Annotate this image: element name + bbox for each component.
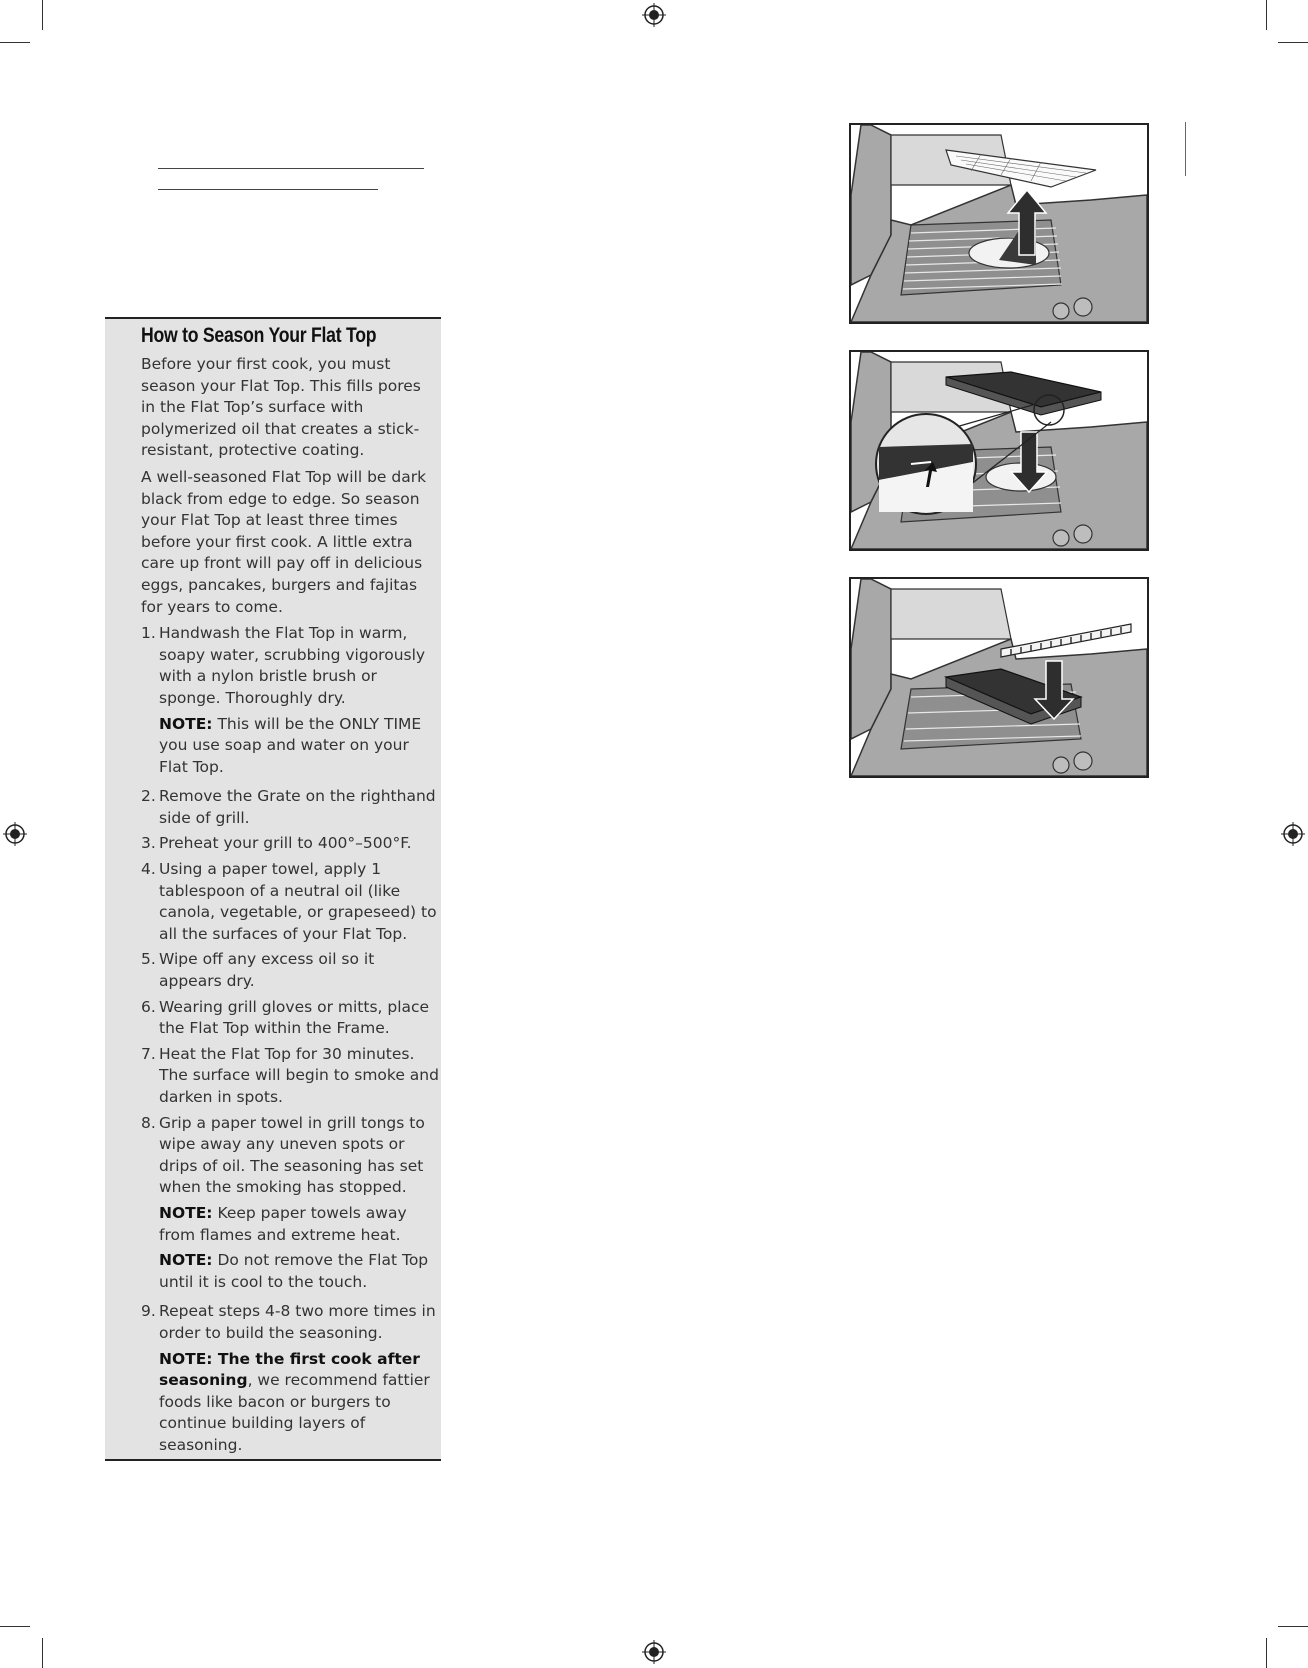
remove-grate-illustration xyxy=(849,123,1149,324)
note xyxy=(159,1349,439,1457)
step-text: Grip a paper towel in grill tongs to wipe away any uneven spots or drips of oil. The seasoning has set when the smoking has stopped. xyxy=(159,1113,425,1197)
crop-mark-tr-h xyxy=(1278,42,1308,43)
crop-mark-br-v xyxy=(1266,1638,1267,1668)
list-item xyxy=(141,949,439,992)
step-text: Handwash the Flat Top in warm, soapy water, scrubbing vigorously with a nylon bristle brush or sponge. Thoroughly dry. xyxy=(159,624,426,707)
step-number: 7. xyxy=(141,1044,156,1063)
step-number: 2. xyxy=(141,787,156,806)
install-frame-illustration xyxy=(849,577,1149,778)
step-number: 3. xyxy=(141,834,156,853)
step-text: Wipe off any excess oil so it appears dry. xyxy=(159,950,375,991)
season-instructions-box xyxy=(105,317,441,1461)
crop-mark-bl-h xyxy=(0,1626,30,1627)
step-number: 9. xyxy=(141,1302,156,1321)
list-item xyxy=(141,786,439,829)
registration-target-icon xyxy=(642,3,666,27)
intro-paragraph: Before your first cook, you must season your Flat Top. This fills pores in the Flat Top’s surface with polymerized oil that creates a stick-resistant, protective coating. xyxy=(141,355,421,460)
list-item xyxy=(141,859,439,945)
list-item xyxy=(141,833,439,855)
note-text: , we recommend fattier foods like bacon or burgers to continue building layers of seasoning. xyxy=(159,1371,430,1454)
step-text: Remove the Grate on the righthand side of grill. xyxy=(159,787,436,827)
note-label-bold: NOTE: The the first cook after seasoning xyxy=(159,1349,420,1390)
note-label: NOTE: xyxy=(159,714,213,733)
steps-list xyxy=(141,623,439,1460)
header-rule xyxy=(158,189,378,190)
step-text: Heat the Flat Top for 30 minutes. The surface will begin to smoke and darken in spots. xyxy=(159,1044,439,1106)
list-item xyxy=(141,1113,439,1298)
crop-mark-bl-v xyxy=(42,1638,43,1668)
margin-rule xyxy=(1185,122,1186,176)
note-text: This will be the ONLY TIME you use soap and water on your Flat Top. xyxy=(159,714,422,776)
section-title: How to Season Your Flat Top xyxy=(141,324,377,347)
list-item xyxy=(141,997,439,1040)
note xyxy=(159,714,439,779)
step-text: Wearing grill gloves or mitts, place the Flat Top within the Frame. xyxy=(159,997,430,1038)
crop-mark-tr-v xyxy=(1266,0,1267,30)
list-item xyxy=(141,1044,439,1109)
crop-mark-br-h xyxy=(1278,1626,1308,1627)
registration-target-icon xyxy=(1281,822,1305,846)
place-flat-top-illustration xyxy=(849,350,1149,551)
step-text: Using a paper towel, apply 1 tablespoon of a neutral oil (like canola, vegetable, or grapeseed) to all the surfaces of your Flat Top. xyxy=(159,860,437,943)
note xyxy=(159,1203,439,1246)
note xyxy=(159,1250,439,1293)
registration-target-icon xyxy=(642,1640,666,1664)
note-label: NOTE: xyxy=(159,1251,213,1270)
registration-target-icon xyxy=(3,822,27,846)
header-rule xyxy=(158,168,424,169)
step-number: 5. xyxy=(141,950,156,969)
intro-paragraph: A well-seasoned Flat Top will be dark black from edge to edge. So season your Flat Top at least three times before your first cook. A little extra care up front will pay off in delicious eggs, pancakes, burgers and fajitas for years to come. xyxy=(141,467,427,616)
crop-mark-tl-v xyxy=(42,0,43,30)
list-item xyxy=(141,1301,439,1460)
step-text: Repeat steps 4-8 two more times in order to build the seasoning. xyxy=(159,1302,436,1342)
step-text: Preheat your grill to 400°–500°F. xyxy=(159,834,412,853)
step-number: 6. xyxy=(141,997,156,1016)
note-text: Keep paper towels away from flames and extreme heat. xyxy=(159,1203,407,1244)
crop-mark-tl-h xyxy=(0,42,30,43)
note-text: Do not remove the Flat Top until it is cool to the touch. xyxy=(159,1251,429,1291)
step-number: 1. xyxy=(141,624,156,643)
step-number: 4. xyxy=(141,860,156,879)
list-item xyxy=(141,623,439,782)
step-number: 8. xyxy=(141,1113,156,1132)
note-label: NOTE: xyxy=(159,1203,213,1222)
